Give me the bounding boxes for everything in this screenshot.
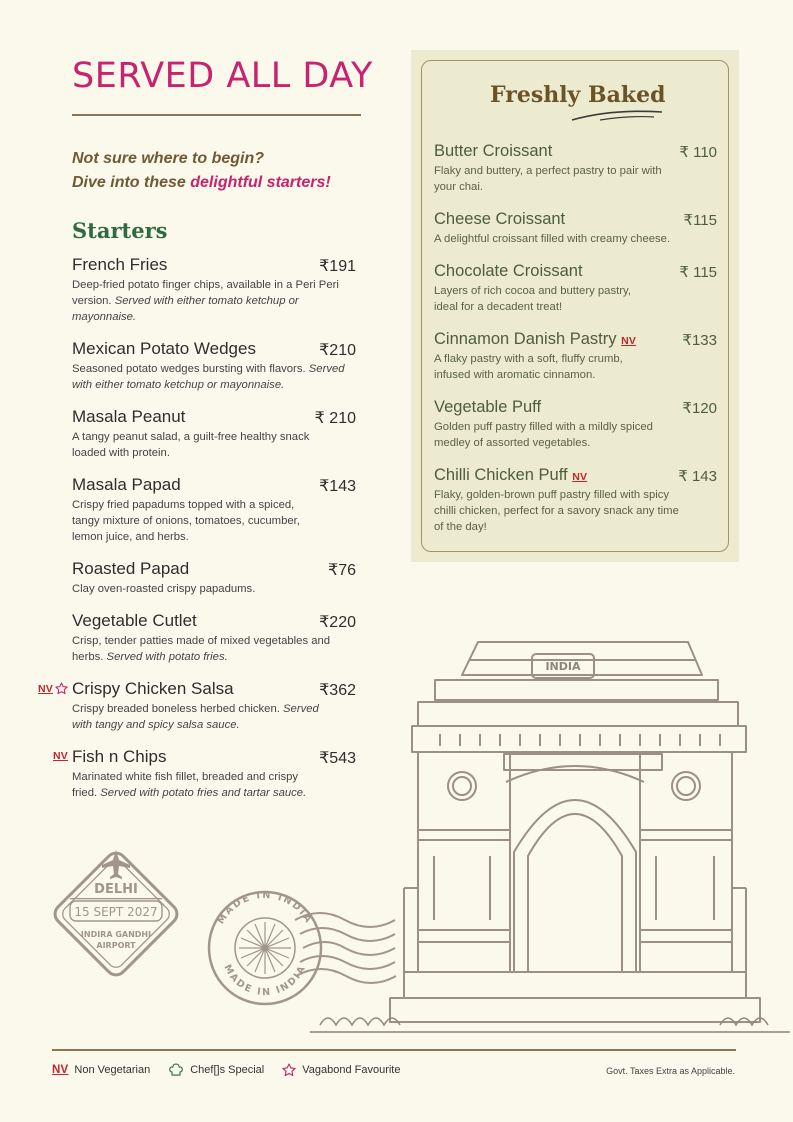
item-name-text: Cinnamon Danish Pastry [434, 330, 617, 348]
page-heading: SERVED ALL DAY [72, 56, 373, 96]
item-name [434, 466, 587, 485]
item-name-text: Chilli Chicken Puff [434, 466, 568, 484]
item-name: French Fries [72, 255, 168, 274]
nv-tag: NV [38, 682, 53, 695]
airplane-icon [102, 850, 130, 879]
item-desc-text: Crisp, tender patties made of mixed vegetables and herbs. [72, 635, 331, 663]
item-desc-serving: Served with potato fries and tartar sauce. [100, 787, 307, 799]
item-price: ₹ 143 [678, 468, 717, 485]
item-description: A delightful croissant filled with creamy cheese. [434, 233, 671, 245]
item-name: Cheese Croissant [434, 210, 566, 228]
item-description [72, 497, 322, 545]
item-desc-text: Crispy breaded boneless herbed chicken. [72, 703, 284, 715]
item-desc-serving: Served with potato fries. [106, 651, 228, 663]
delhi-airport-stamp [40, 838, 192, 990]
starters-title: Starters [72, 218, 168, 243]
item-price: ₹ 110 [679, 144, 717, 161]
legend-nv-tag: NV [52, 1063, 69, 1076]
item-desc-text: Crispy fried papadums topped with a spiced, tangy mixture of onions, tomatoes, cucumber, lemon juice, and herbs. [72, 499, 300, 543]
intro-text [72, 147, 331, 195]
item-price: ₹ 115 [679, 264, 717, 281]
item-description [72, 769, 326, 801]
item-description: Golden puff pastry filled with a mildly spiced medley of assorted vegetables. [434, 421, 653, 449]
item-name: Masala Peanut [72, 407, 186, 426]
item-name [434, 330, 636, 349]
item-price: ₹ 210 [314, 410, 356, 427]
postmark-top-text: MADE IN INDIA [215, 889, 315, 927]
item-description: Flaky and buttery, a perfect pastry to pair with your chai. [434, 165, 662, 193]
item-name: Masala Papad [72, 475, 181, 494]
item-desc-text: A tangy peanut salad, a guilt-free healthy snack loaded with protein. [72, 431, 310, 459]
item-price: ₹120 [682, 400, 717, 417]
postmark-bottom-text: MADE IN INDIA [221, 962, 309, 999]
intro-line-2-prefix: Dive into these [72, 174, 191, 191]
stamp-airport-2: AIRPORT [96, 941, 136, 950]
bakery-item [434, 398, 717, 451]
stamp-airport-1: INDIRA GANDHI [80, 930, 152, 939]
legend-favourite-label: Vagabond Favourite [302, 1063, 401, 1076]
item-price: ₹76 [328, 562, 356, 579]
stamp-date: 15 SEPT 2027 [74, 905, 158, 919]
item-description [72, 701, 322, 733]
legend [52, 1062, 400, 1077]
item-price: ₹115 [683, 212, 717, 229]
item-price: ₹210 [319, 342, 356, 359]
item-name: Vegetable Puff [434, 398, 542, 416]
item-name: Butter Croissant [434, 142, 553, 160]
nv-tag: NV [621, 335, 637, 347]
menu-item [72, 475, 356, 545]
nv-tag: NV [572, 471, 588, 483]
bakery-item [434, 142, 717, 195]
tax-note: Govt. Taxes Extra as Applicable. [606, 1066, 735, 1076]
chef-hat-icon [168, 1062, 184, 1077]
legend-nv-label: Non Vegetarian [74, 1063, 151, 1076]
legend-chef-label: Chef[]s Special [190, 1063, 265, 1076]
item-description [72, 633, 332, 665]
footer-divider [52, 1049, 736, 1051]
item-price: ₹143 [319, 478, 356, 495]
item-name: Mexican Potato Wedges [72, 339, 256, 358]
item-name: Crispy Chicken Salsa [72, 679, 234, 698]
nv-tag: NV [53, 750, 68, 762]
intro-highlight: delightful starters! [190, 174, 331, 191]
made-in-india-postmark [200, 880, 400, 1010]
item-price: ₹133 [682, 332, 717, 349]
item-desc-text: Deep-fried potato finger chips, available in a Peri Peri version. [72, 279, 339, 307]
item-name: Roasted Papad [72, 559, 190, 578]
bakery-item [434, 330, 717, 383]
title-swash-decoration [570, 106, 664, 124]
item-name: Vegetable Cutlet [72, 611, 197, 630]
item-tags [38, 682, 68, 695]
bakery-item [434, 466, 717, 535]
item-price: ₹543 [319, 750, 356, 767]
item-desc-serving: Served with either tomato ketchup or mayonnaise. [72, 363, 345, 391]
item-desc-serving: Served with tangy and spicy salsa sauce. [72, 703, 319, 731]
item-description: A flaky pastry with a soft, fluffy crumb, infused with aromatic cinnamon. [434, 353, 623, 381]
item-price: ₹220 [319, 614, 356, 631]
item-price: ₹191 [319, 258, 356, 275]
menu-item [72, 407, 356, 461]
item-description [72, 429, 312, 461]
intro-line-2 [72, 171, 331, 195]
heading-divider [72, 114, 361, 116]
menu-item [72, 339, 356, 393]
item-name: Chocolate Croissant [434, 262, 583, 280]
item-desc-text: Clay oven-roasted crispy papadums. [72, 583, 256, 595]
favourite-star-icon [55, 682, 68, 695]
item-description: Layers of rich cocoa and buttery pastry, ideal for a decadent treat! [434, 285, 631, 313]
favourite-star-icon [282, 1063, 296, 1077]
item-description [72, 361, 362, 393]
item-desc-text: Marinated white fish fillet, breaded and crispy fried. [72, 771, 299, 799]
intro-line-1: Not sure where to begin? [72, 150, 265, 167]
item-name: Fish n Chips [72, 747, 167, 766]
item-description [72, 277, 356, 325]
menu-item [72, 559, 356, 597]
chakra-icon [239, 922, 291, 974]
stamp-city: DELHI [94, 882, 138, 897]
item-desc-serving: Served with either tomato ketchup or mayonnaise. [72, 295, 299, 323]
item-price: ₹362 [319, 682, 356, 699]
bakery-item [434, 210, 717, 247]
item-tags [53, 750, 68, 762]
item-desc-text: Seasoned potato wedges bursting with flavors. [72, 363, 309, 375]
item-description: Flaky, golden-brown puff pastry filled with spicy chilli chicken, perfect for a savory snack any time of the day! [434, 489, 679, 533]
bakery-item [434, 262, 717, 315]
menu-item [72, 255, 356, 325]
gate-inscription: INDIA [545, 660, 581, 673]
bakery-title: Freshly Baked [490, 82, 666, 108]
item-description [72, 581, 356, 597]
